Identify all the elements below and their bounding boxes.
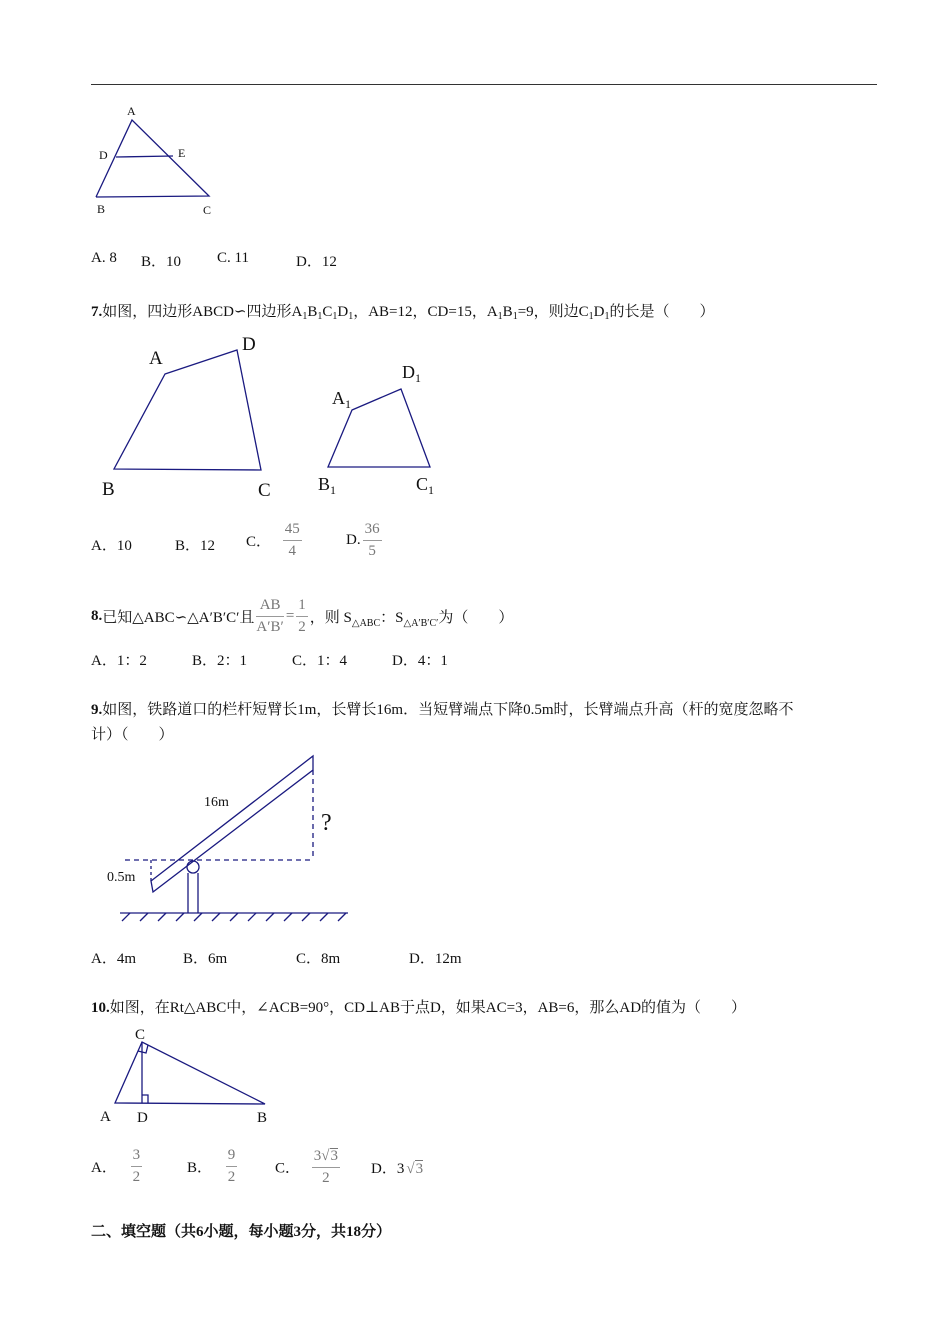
q10-label-d: D xyxy=(137,1110,148,1126)
q10-option-c-fraction: $\frac{3√3}{2}$ xyxy=(313,1148,338,1186)
q8-question: 8.已知△ABC∽△A′B′C′且 $\frac{AB}{A'B'}$ = $\frac{1}{2}$ ，则 $S_{\triangle ABC}$：$S_{\triangle A'B'C'}$为（ ） xyxy=(91,597,514,635)
q10-option-b-fraction: $\frac{9}{2}$ xyxy=(227,1147,236,1185)
q7-label-a1: A xyxy=(332,388,345,408)
q7-question: 7.如图，四边形ABCD∽四边形$A_1B_1C_1D_1$，AB=12，CD=15，$A_1B_1=9$，则边$C_1D_1$的长是（ ） xyxy=(91,304,715,322)
fig6-label-b: B xyxy=(97,202,106,216)
q9-label-question: ? xyxy=(321,810,332,836)
q6-option-a: A. 8 xyxy=(91,250,117,266)
q8-fraction-half: $\frac{1}{2}$ xyxy=(298,597,306,635)
q7-option-c: C． $\frac{45}{4}$ xyxy=(246,521,300,559)
q7-text-mid: ，AB=12，CD=15， xyxy=(353,304,487,320)
q9-label-05m: 0.5m xyxy=(107,870,136,885)
q7-label-a: A xyxy=(149,348,163,369)
figure-railway-barrier xyxy=(100,750,360,930)
q7-option-d-fraction: $\frac{36}{5}$ xyxy=(364,521,380,559)
q9-question-line1: 9.如图，铁路道口的栏杆短臂长1m，长臂长16m．当短臂端点下降0.5m时，长臂端点升高（杆的宽度忽略不 xyxy=(91,702,794,718)
fig6-label-a: A xyxy=(127,104,136,118)
q9-label-16m: 16m xyxy=(204,795,229,810)
q7-text-end: 的长是（ ） xyxy=(609,304,715,320)
q7-label-c1: C xyxy=(416,474,429,494)
q7-label-b1: B xyxy=(318,474,331,494)
q7-label-c: C xyxy=(258,480,271,501)
figure-triangle-de xyxy=(90,100,230,225)
q7-label-d: D xyxy=(242,334,256,355)
svg-text:C1: $C_1$ xyxy=(416,474,435,497)
svg-text:B1: $B_1$ xyxy=(318,474,337,497)
q10-option-a: A． $\frac{3}{2}$ xyxy=(91,1147,141,1185)
q10-option-c: C． $\frac{3√3}{2}$ xyxy=(275,1148,338,1186)
figure-right-triangle xyxy=(95,1025,280,1130)
fig6-label-c: C xyxy=(203,203,212,217)
q8-option-b: B．2：1 xyxy=(192,653,248,669)
q9-question-line2: 计）（ ） xyxy=(91,727,174,743)
q7-option-a: A．10 xyxy=(91,538,132,554)
svg-text:A1: $A_1$ xyxy=(332,388,351,411)
fig6-label-e: E xyxy=(178,146,186,160)
q6-option-d: D．12 xyxy=(296,254,337,270)
q7-option-b: B．12 xyxy=(175,538,216,554)
q7-option-d: D. $\frac{36}{5}$ xyxy=(346,521,380,559)
q9-option-c: C．8m xyxy=(296,951,341,967)
q10-label-c: C xyxy=(135,1027,146,1043)
q10-option-a-fraction: $\frac{3}{2}$ xyxy=(132,1147,141,1185)
q7-label-b: B xyxy=(102,479,115,500)
q7-number: 7. xyxy=(91,304,103,320)
q9-option-d: D．12m xyxy=(409,951,462,967)
q8-option-c: C．1：4 xyxy=(292,653,348,669)
q9-option-b: B．6m xyxy=(183,951,228,967)
q10-label-a: A xyxy=(100,1109,111,1125)
q8-option-a: A．1：2 xyxy=(91,653,147,669)
q10-question: 10.如图，在Rt△ABC中，∠ACB=90°，CD⊥AB于点D，如果AC=3，AB=6，那么AD的值为（ ） xyxy=(91,1000,747,1016)
q7-option-c-fraction: $\frac{45}{4}$ xyxy=(284,521,300,559)
q6-option-b: B．10 xyxy=(141,254,182,270)
header-rule xyxy=(91,84,877,85)
q6-option-c: C. 11 xyxy=(217,250,249,266)
q9-option-a: A．4m xyxy=(91,951,137,967)
q7-label-d1: D xyxy=(402,362,415,382)
svg-text:D1: $D_1$ xyxy=(402,362,421,385)
q10-option-d: D．3 √3 xyxy=(371,1161,424,1177)
fig6-label-d: D xyxy=(99,148,108,162)
section-2-title: 二、填空题（共6小题，每小题3分，共18分） xyxy=(91,1224,392,1240)
q8-option-d: D．4：1 xyxy=(392,653,448,669)
q10-label-b: B xyxy=(257,1110,268,1126)
figure-quadrilaterals xyxy=(95,330,455,505)
q7-text-mid2: =9，则边 xyxy=(517,304,579,320)
q8-fraction-ab: $\frac{AB}{A'B'}$ xyxy=(256,597,284,635)
q7-text-pre: 如图，四边形ABCD∽四边形 xyxy=(102,304,292,320)
q10-option-b: B． $\frac{9}{2}$ xyxy=(187,1147,236,1185)
